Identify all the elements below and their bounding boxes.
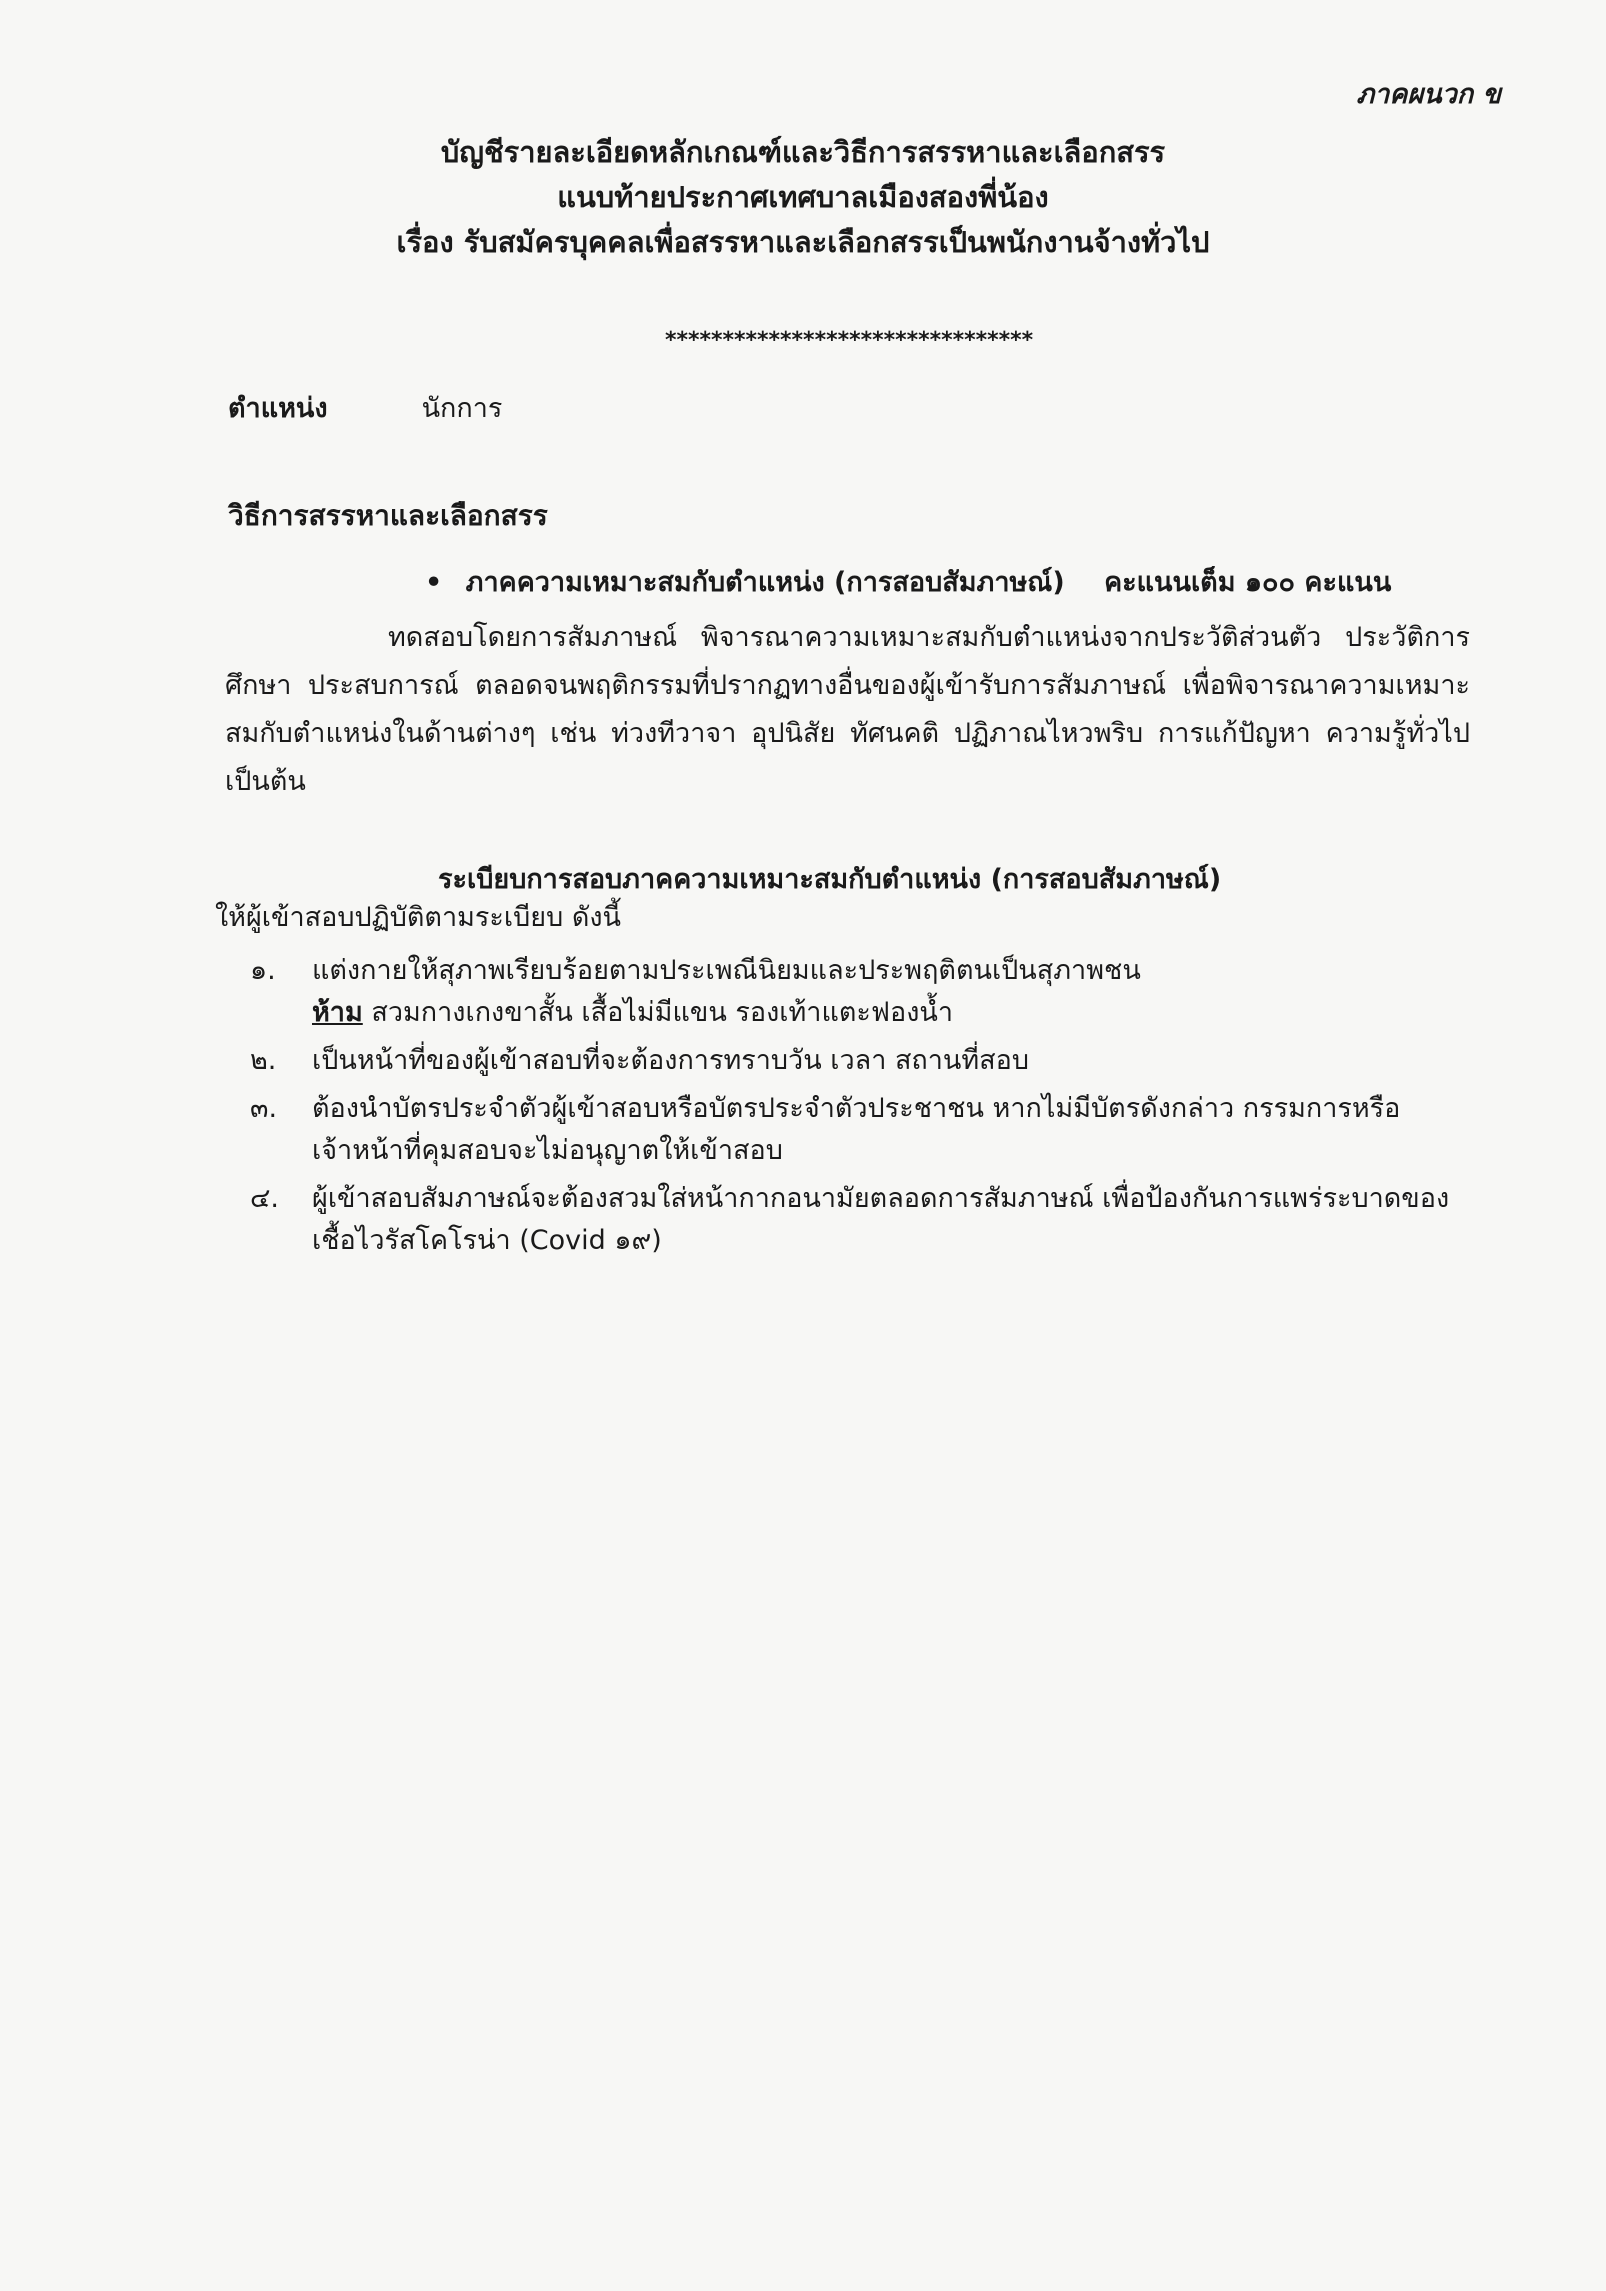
criterion-name: ภาคความเหมาะสมกับตำแหน่ง (การสอบสัมภาษณ์) <box>465 567 1065 598</box>
title-line-3: เรื่อง รับสมัครบุคคลเพื่อสรรหาและเลือกสรรเป็นพนักงานจ้างทั่วไป <box>396 225 1210 259</box>
method-heading: วิธีการสรรหาและเลือกสรร <box>228 499 548 532</box>
rule-line: เจ้าหน้าที่คุมสอบจะไม่อนุญาตให้เข้าสอบ <box>312 1135 783 1166</box>
rule-line: แต่งกายให้สุภาพเรียบร้อยตามประเพณีนิยมและประพฤติตนเป็นสุภาพชน <box>312 955 1141 986</box>
rule-item <box>250 1178 1490 1262</box>
title-line-2: แนบท้ายประกาศเทศบาลเมืองสองพี่น้อง <box>557 180 1049 214</box>
position-row <box>228 386 502 429</box>
rules-intro: ให้ผู้เข้าสอบปฏิบัติตามระเบียบ ดังนี้ <box>215 902 622 933</box>
rules-heading: ระเบียบการสอบภาคความเหมาะสมกับตำแหน่ง (การสอบสัมภาษณ์) <box>438 864 1222 895</box>
rule-line: เชื้อไวรัสโคโรน่า (Covid ๑๙) <box>312 1225 662 1256</box>
rule-number: ๑. <box>250 955 276 986</box>
title-line-1: บัญชีรายละเอียดหลักเกณฑ์และวิธีการสรรหาและเลือกสรร <box>440 135 1166 169</box>
criterion-row <box>425 560 1391 603</box>
rule-number: ๒. <box>250 1045 277 1076</box>
rule-line: ต้องนำบัตรประจำตัวผู้เข้าสอบหรือบัตรประจำตัวประชาชน หากไม่มีบัตรดังกล่าว กรรมการหรือ <box>312 1093 1401 1124</box>
rule-body <box>312 1040 1490 1082</box>
rule-body <box>312 1088 1490 1172</box>
criterion-score: คะแนนเต็ม ๑๐๐ คะแนน <box>1104 567 1392 598</box>
rule-item <box>250 1040 1490 1082</box>
rules-list <box>250 950 1490 1268</box>
rule-line: เป็นหน้าที่ของผู้เข้าสอบที่จะต้องการทราบวัน เวลา สถานที่สอบ <box>312 1045 1030 1076</box>
document-title <box>0 130 1606 265</box>
criterion-description-text: ทดสอบโดยการสัมภาษณ์ พิจารณาความเหมาะสมกับตำแหน่งจากประวัติส่วนตัว ประวัติการศึกษา ประสบการณ์ ตลอดจนพฤติกรรมที่ปรากฏทางอื่นของผู้เข้ารับการสัมภาษณ์ เพื่อพิจารณาความเหมาะสมกับตำแหน่งในด้านต่างๆ เช่น ท่วงทีวาจา อุปนิสัย ทัศนคติ ปฏิภาณไหวพริบ การแก้ปัญหา ความรู้ทั่วไป เป็นต้น <box>225 622 1470 797</box>
ban-label: ห้าม <box>312 997 363 1028</box>
rule-item <box>250 950 1490 1034</box>
rule-line: ผู้เข้าสอบสัมภาษณ์จะต้องสวมใส่หน้ากากอนามัยตลอดการสัมภาษณ์ เพื่อป้องกันการแพร่ระบาดของ <box>312 1183 1450 1214</box>
rule-ban-line <box>312 992 1490 1034</box>
separator-line: ******************************** <box>665 328 1034 353</box>
rule-body <box>312 950 1490 1034</box>
position-value: นักการ <box>421 393 503 424</box>
position-label: ตำแหน่ง <box>228 393 328 424</box>
bullet-icon: • <box>425 567 443 598</box>
rule-body <box>312 1178 1490 1262</box>
rule-number: ๔. <box>250 1183 280 1214</box>
annex-label: ภาคผนวก ข <box>1356 79 1501 110</box>
rule-item <box>250 1088 1490 1172</box>
rule-number: ๓. <box>250 1093 278 1124</box>
criterion-description <box>225 614 1470 806</box>
ban-text: สวมกางเกงขาสั้น เสื้อไม่มีแขน รองเท้าแตะฟองน้ำ <box>362 997 954 1028</box>
